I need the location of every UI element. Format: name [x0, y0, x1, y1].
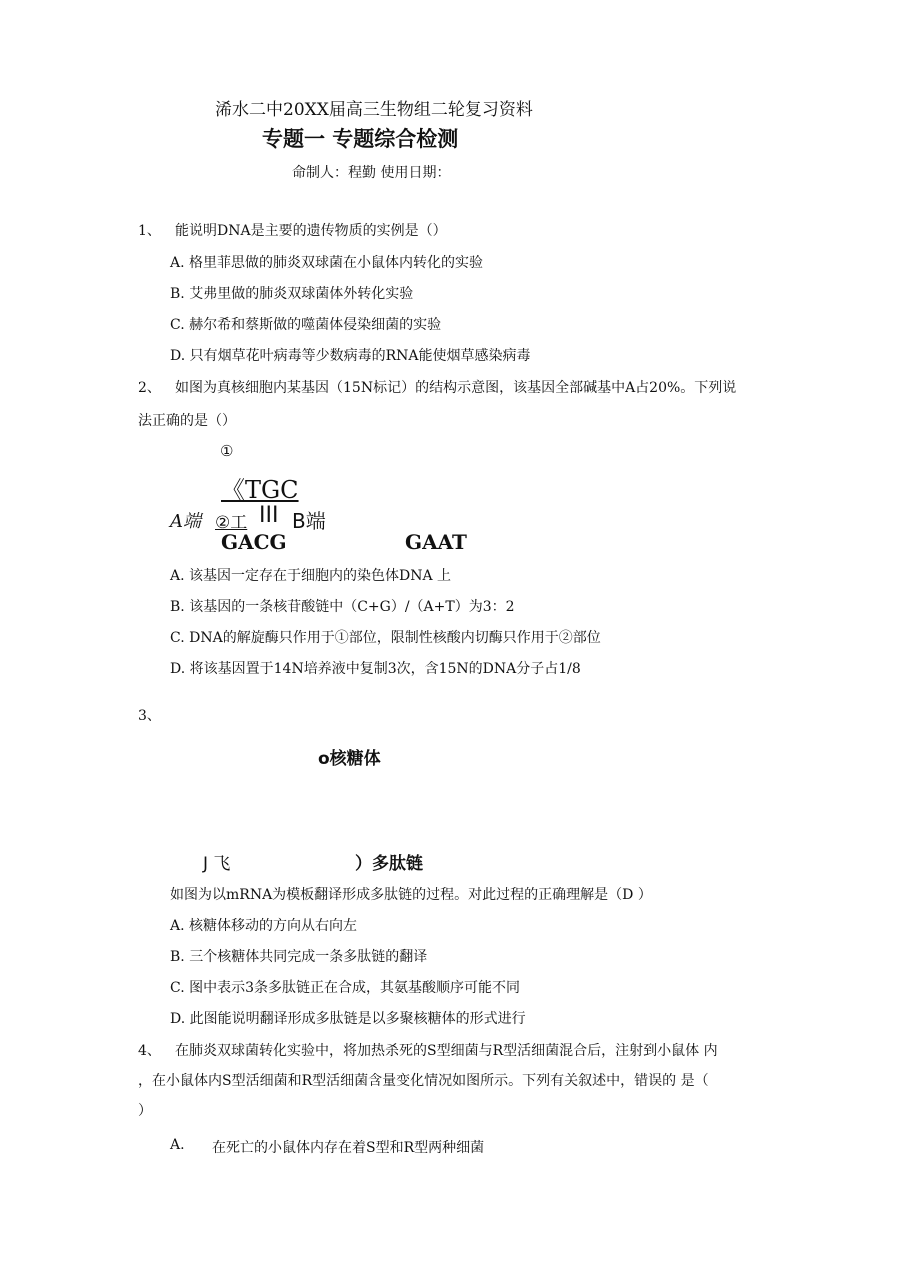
q4-option-a-letter: A. — [170, 1137, 185, 1153]
page-title: 专题一 专题综合检测 — [262, 127, 459, 151]
label-circle-1: ① — [220, 442, 234, 460]
q2-number: 2、 — [138, 380, 161, 396]
q3-number: 3、 — [138, 708, 161, 724]
q4-number: 4、 — [138, 1043, 161, 1059]
q1-stem: 能说明DNA是主要的遗传物质的实例是（） — [175, 223, 447, 239]
q4-stem-line2: ，在小鼠体内S型活细菌和R型活细菌含量变化情况如图所示。下列有关叙述中，错误的 是（ — [138, 1073, 709, 1089]
q2-option-d: D. 将该基因置于14N培养液中复制3次，含15N的DNA分子占1/8 — [170, 661, 581, 677]
top-strand-text: 《TGC — [221, 476, 299, 504]
q4-stem-line1: 在肺炎双球菌转化实验中，将加热杀死的S型细菌与R型活细菌混合后，注射到小鼠体 内 — [175, 1043, 718, 1059]
q1-number: 1、 — [138, 223, 161, 239]
b-end-label: B端 — [292, 509, 326, 533]
q1-option-c: C. 赫尔希和蔡斯做的噬菌体侵染细菌的实验 — [170, 317, 442, 333]
q2-stem-line1: 如图为真核细胞内某基因（15N标记）的结构示意图，该基因全部碱基中A占20%。下列说 — [175, 380, 737, 396]
q3-option-c: C. 图中表示3条多肽链正在合成，其氨基酸顺序可能不同 — [170, 980, 521, 996]
q3-option-b: B. 三个核糖体共同完成一条多肽链的翻译 — [170, 949, 428, 965]
q3-stem: 如图为以mRNA为模板翻译形成多肽链的过程。对此过程的正确理解是（D ） — [170, 887, 652, 903]
q2-option-a: A. 该基因一定存在于细胞内的染色体DNA 上 — [170, 568, 452, 584]
polypeptide-label: ）多肽链 — [355, 854, 423, 874]
ribosome-label: o核糖体 — [318, 749, 381, 769]
author-date-line: 命制人：程勤 使用日期： — [292, 165, 451, 181]
bottom-strand-left: GACG — [221, 530, 287, 554]
q1-option-d: D. 只有烟草花叶病毒等少数病毒的RNA能使烟草感染病毒 — [170, 348, 531, 364]
q1-option-a: A. 格里菲思做的肺炎双球菌在小鼠体内转化的实验 — [170, 255, 484, 271]
school-line: 浠水二中20XX届高三生物组二轮复习资料 — [215, 100, 533, 120]
bottom-strand-right: GAAT — [405, 530, 467, 554]
q2-option-c: C. DNA的解旋酶只作用于①部位，限制性核酸内切酶只作用于②部位 — [170, 630, 601, 646]
q3-option-d: D. 此图能说明翻译形成多肽链是以多聚核糖体的形式进行 — [170, 1011, 526, 1027]
a-end-label: A端 — [170, 511, 201, 532]
bond-mark: III — [259, 503, 279, 528]
q2-option-b: B. 该基因的一条核苷酸链中（C+G）/（A+T）为3：2 — [170, 599, 515, 615]
figure-left-mark: J 飞 — [203, 854, 231, 874]
q3-option-a: A. 核糖体移动的方向从右向左 — [170, 918, 358, 934]
q4-stem-line3: ） — [138, 1103, 152, 1119]
label-circle-2: ②工 — [215, 513, 248, 533]
q1-option-b: B. 艾弗里做的肺炎双球菌体外转化实验 — [170, 286, 414, 302]
q4-option-a-text: 在死亡的小鼠体内存在着S型和R型两种细菌 — [212, 1140, 485, 1156]
q2-stem-line2: 法正确的是（） — [138, 413, 236, 429]
